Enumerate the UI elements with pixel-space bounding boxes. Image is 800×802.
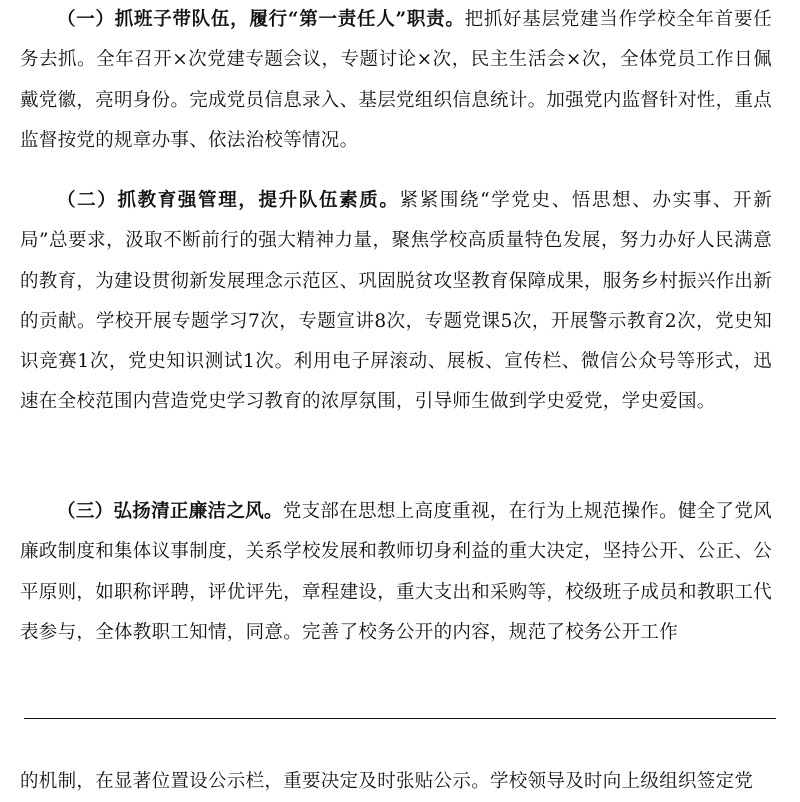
paragraph-3 [20,492,772,653]
paragraph-2-heading: （二）抓教育强管理，提升队伍素质。 [57,190,400,211]
paragraph-2 [20,181,772,423]
paragraph-1-body: 把抓好基层党建当作学校全年首要任务去抓。全年召开×次党建专题会议，专题讨论×次，民主生活会×次，全体党员工作日佩戴党徽，亮明身份。完成党员信息录入、基层党组织信息统计。加强党内监督针对性，重点监督按党的规章办事、依法治校等情况。 [20,9,773,151]
page-break-divider [24,718,776,719]
continuation-text: 的机制，在显著位置设公示栏，重要决定及时张贴公示。学校领导及时向上级组织签定党 [20,771,754,792]
continuation-paragraph [20,762,772,802]
paragraph-1 [20,0,772,161]
paragraph-2-body: 紧紧围绕“学党史、悟思想、办实事、开新局”总要求，汲取不断前行的强大精神力量，聚焦学校高质量特色发展，努力办好人民满意的教育，为建设贯彻新发展理念示范区、巩固脱贫攻坚教育保障成果，服务乡村振兴作出新的贡献。学校开展专题学习7次，专题宣讲8次，专题党课5次，开展警示教育2次，党史知识竞赛1次，党史知识测试1次。利用电子屏滚动、展板、宣传栏、微信公众号等形式，迅速在全校范围内营造党史学习教育的浓厚氛围，引导师生做到学史爱党，学史爱国。 [20,190,773,413]
paragraph-3-heading: （三）弘扬清正廉洁之风。 [57,501,283,522]
paragraph-3-body: 党支部在思想上高度重视，在行为上规范操作。健全了党风廉政制度和集体议事制度，关系学校发展和教师切身利益的重大决定，坚持公开、公正、公平原则，如职称评聘，评优评先，章程建设，重大支出和采购等，校级班子成员和教职工代表参与，全体教职工知情，同意。完善了校务公开的内容，规范了校务公开工作 [20,501,773,643]
paragraph-1-heading: （一）抓班子带队伍，履行“第一责任人”职责。 [57,9,465,30]
